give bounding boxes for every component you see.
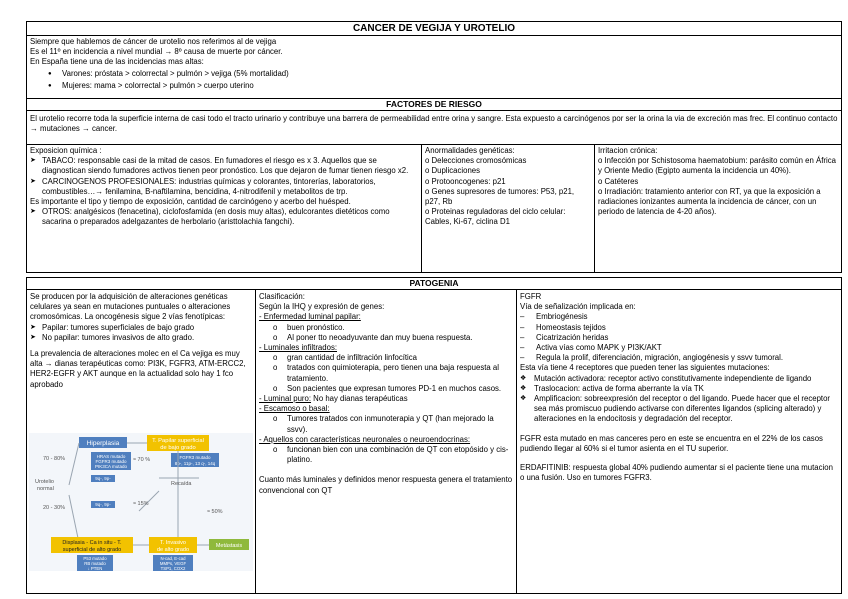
subtype-neuroendocrino: - Aquellos con características neuronales o neuroendocrinas:: [259, 434, 471, 444]
subtype-list: [259, 414, 513, 434]
list-item: ❖ Traslocacion: activa de forma aberrante la vía TK: [520, 384, 838, 394]
list-item: – Activa vías como MAPK y PI3K/AKT: [520, 343, 838, 353]
spacer: [520, 454, 838, 463]
pct-70-80: 70 - 80%: [43, 456, 66, 462]
papilar-label-1: T. Papilar superficial: [152, 438, 204, 444]
fgfr-mutation-list: [520, 374, 838, 425]
page-title: CANCER DE VEGIJA Y UROTELIO: [352, 23, 516, 34]
list-item: o Duplicaciones: [425, 166, 481, 176]
fgfr-pathway: Vía de señalización implicada en:: [520, 302, 636, 312]
list-item: o Genes supresores de tumores: P53, p21, p27, Rb: [425, 186, 575, 207]
list-item: – Regula la prolif, diferenciación, migración, angiogénesis y ssvv tumoral.: [520, 353, 838, 363]
risk-col-chronic-text: [595, 145, 841, 218]
list-item: o Irradiación: tratamiento anterior con RT, ya que la exposición a radiaciones ionizantes aumenta la incidencia de cáncer, con un periodo de latencia de 4-20 años).: [598, 186, 821, 217]
chronic-title: Irritacion crónica:: [598, 146, 658, 155]
list-item: o Catéteres: [598, 176, 639, 186]
intro-line: Siempre que hablemos de cáncer de urotelio nos referimos al de vejiga: [30, 37, 277, 46]
displasia-label-2: superficial de alto grado: [62, 547, 122, 553]
subtype-luminal-infiltrado: - Luminales infiltrados:: [259, 343, 338, 353]
bottom-right-1: N-cad, E-cad: [160, 556, 186, 561]
list-item: ➤ No papilar: tumores invasivos de alto grado.: [30, 333, 252, 343]
pct-15: ≈ 15%: [133, 501, 149, 507]
list-item: ➤ TABACO: responsable casi de la mitad de casos. En fumadores el riesgo es x 3. Aquellos que se diagnostican siendo fumadores activos tienen peor pronóstico. Los que dejaron de fumar tienen riesgo x2.: [30, 156, 418, 176]
list-item: o Protooncogenes: p21: [425, 176, 506, 186]
chrom-label-2: 9q-, 9p-: [95, 502, 111, 507]
intro-section: [26, 35, 842, 99]
list-item: ➤ Papilar: tumores superficiales de bajo grado: [30, 323, 252, 333]
subtype-list: [259, 353, 513, 394]
pathway-list: [30, 323, 252, 343]
classification-conclusion: Cuanto más luminales y definidos menor respuesta genera el tratamiento convencional con QT: [259, 475, 513, 495]
pathogenesis-p2: La prevalencia de alteraciones molec en el Ca vejiga es muy alta → dianas terapéuticas como: PI3K, FGFR3, ATM-ERCC2, HER2-EGFR y AKT aunque en la actualidad solo hay 1 fco aprobado: [30, 349, 246, 389]
mutation-hras: HRAS mutado: [96, 454, 126, 459]
invasivo-label-1: T. Invasivo: [160, 540, 186, 546]
recaida-label: Recaída: [171, 481, 192, 487]
pathogenesis-col-3: [516, 289, 842, 594]
fgfr-title: FGFR: [520, 292, 542, 301]
fgfr-function-list: [520, 312, 838, 363]
urotelio-label-1: Urotelio: [35, 479, 54, 485]
classification-title: Clasificación:: [259, 292, 305, 301]
chrom-label-1: 9q-, 9p-: [95, 476, 111, 481]
chemical-list-2: [30, 207, 418, 227]
risk-col-chronic: [594, 144, 842, 273]
risk-col-genetic-text: [422, 145, 594, 229]
subtype-luminal-puro-title: - Luminal puro:: [259, 394, 312, 404]
subtype-list: [259, 323, 513, 343]
list-item: o Son pacientes que expresan tumores PD-1 en muchos casos.: [259, 384, 513, 394]
mutation-pik3ca: PIK3CA mutado: [94, 464, 128, 469]
list-item: ● Mujeres: mama > colorrectal > pulmón > cuerpo uterino: [30, 81, 838, 91]
list-item: ➤ CARCINOGENOS PROFESIONALES: industrias químicas y colorantes, tintorerías, laboratorios, combustibles…→ fenilamina, B-naftilamina, bencidina, 4-nitrodifenil y metabolitos de trp.: [30, 177, 418, 197]
subtype-luminal-papilar: - Enfermedad luminal papilar:: [259, 312, 361, 322]
list-item: o Al poner tto neoadyuvante dan muy buena respuesta.: [259, 333, 513, 343]
pathogenesis-p1: Se producen por la adquisición de alteraciones genéticas celulares ya sean en mutaciones puntuales o alteraciones cromosómicas. La oncogénesis sigue 2 vías fenotípicas:: [30, 292, 231, 322]
risk-intro-text: El urotelio recorre toda la superficie interna de casi todo el tracto urinario y contribuye una barrera de permeabilidad entre orina y sangre. Esta expuesto a carcinógenos por ser la orina la via de excreción mas frec. El continuo contacto → mutaciones → cancer.: [30, 114, 838, 134]
list-item: – Homeostasis tejidos: [520, 323, 838, 333]
list-item: ❖ Mutación activadora: receptor activo constitutivamente independiente de ligando: [520, 374, 838, 384]
risk-col-chemical: [26, 144, 422, 273]
pct-50: ≈ 50%: [207, 509, 223, 515]
list-item: o Infección por Schistosoma haematobium: parásito común en África y Oriente Medio (Egipto aumenta la incidencia un 40%).: [598, 156, 836, 176]
hiperplasia-label: Hiperplasia: [86, 440, 120, 447]
list-item: ➤ OTROS: analgésicos (fenacetina), ciclofosfamida (en dosis muy altas), edulcorantes dietéticos como sacarina o preparados adelgazantes de herbolario (aristtolachia fangchi).: [30, 207, 418, 227]
displasia-label-1: Displasia - Ca in situ - T.: [62, 540, 122, 546]
list-item: ❖ Amplificacion: sobreexpresión del receptor o del ligando. Puede hacer que el receptor sea más promiscuo pudiendo activarse con diferentes ligandos (splicing alterado) y alteraciones en la endocitosis y degradación del receptor.: [520, 394, 838, 425]
subtype-luminal-puro-text: No hay dianas terapéuticas: [311, 394, 408, 404]
pathogenesis-col-2: [255, 289, 517, 594]
mutation-fgfr3: FGFR3 mutado: [95, 459, 127, 464]
risk-header: FACTORES DE RIESGO: [26, 98, 842, 111]
intro-line: En España tiene una de las incidencias mas altas:: [30, 57, 204, 67]
pct-70: ≈ 70 %: [133, 457, 151, 463]
pct-20-30: 20 - 30%: [43, 505, 66, 511]
bottom-right-3: TSP1, COX2: [160, 566, 186, 571]
list-item: ● Varones: próstata > colorrectal > pulmón > vejiga (5% mortalidad): [30, 69, 838, 79]
spacer: [259, 465, 513, 475]
bottom-right-2: MMPs, VEGF: [159, 561, 187, 566]
chromosome-right: 8p-, 11p-, 13 q-, 14q: [174, 461, 216, 466]
bottom-left-3: ↓ PTEN: [87, 566, 103, 571]
papilar-label-2: de bajo grado: [160, 445, 196, 451]
metastasis-label: Metástasis: [215, 543, 243, 549]
classification-subtitle: Según la IHQ y expresión de genes:: [259, 302, 385, 312]
erdafitinib-note: ERDAFITINIB: respuesta global 40% pudiendo aumentar si el paciente tiene una mutacion o una fusión. Uso en tumores FGFR3.: [520, 463, 833, 483]
pathogenesis-col-3-text: [517, 290, 841, 484]
risk-col-chemical-text: [27, 145, 421, 229]
intro-line: Es el 11º en incidencia a nivel mundial → 8º causa de muerte por cáncer.: [30, 47, 283, 57]
pathogenesis-header: PATOGENIA: [26, 277, 842, 290]
urotelio-label-2: normal: [37, 486, 54, 492]
list-item: o funcionan bien con una combinación de QT con etopósido y cis-platino.: [259, 445, 513, 465]
list-item: o gran cantidad de infiltración linfocítica: [259, 353, 513, 363]
bottom-left-1: P53 mutado: [83, 556, 107, 561]
invasivo-label-2: de alto grado: [156, 547, 190, 553]
list-item: o Delecciones cromosómicas: [425, 156, 527, 166]
list-item: o Proteinas reguladoras del ciclo celular: Cables, Ki-67, ciclina D1: [425, 207, 566, 227]
fgfr-frequency: FGFR esta mutado en mas canceres pero en este se encuentra en el 22% de los casos pudiendo llegar al 60% si el tumor asienta en el TU superior.: [520, 433, 823, 453]
mutation-right: FGFR3 mutado: [179, 455, 211, 460]
chemical-note: Es importante el tipo y tiempo de exposición, cantidad de carcinógeno y acerbo del huésped.: [30, 197, 351, 207]
bottom-left-2: RB mutado: [84, 561, 106, 566]
genetic-title: Anormalidades genéticas:: [425, 146, 515, 155]
pathogenesis-col-1: [26, 289, 256, 594]
list-item: o buen pronóstico.: [259, 323, 513, 333]
list-item: o Tumores tratados con inmunoterapia y QT (han mejorado la ssvv).: [259, 414, 513, 434]
spacer: [520, 425, 838, 434]
pathogenesis-col-1-text: [27, 290, 255, 391]
subtype-list: [259, 445, 513, 465]
list-item: – Embriogénesis: [520, 312, 838, 322]
oncogenesis-diagram: [29, 433, 255, 573]
title-box: [26, 21, 842, 36]
intro-bullet-list: [30, 69, 838, 91]
subtype-escamoso: - Escamoso o basal:: [259, 404, 330, 414]
risk-intro-box: [26, 110, 842, 145]
chemical-title: Exposicion química :: [30, 146, 102, 155]
list-item: – Cicatrización heridas: [520, 333, 838, 343]
list-item: o tratados con quimioterapia, pero tienen una baja respuesta al tratamiento.: [259, 363, 513, 383]
pathogenesis-col-2-text: [256, 290, 516, 497]
chemical-list: [30, 156, 418, 197]
intro-text: [27, 36, 841, 92]
fgfr-receptors: Esta vía tiene 4 receptores que pueden tener las siguientes mutaciones:: [520, 363, 770, 373]
risk-col-genetic: [421, 144, 595, 273]
subtype-luminal-puro: [259, 394, 513, 404]
